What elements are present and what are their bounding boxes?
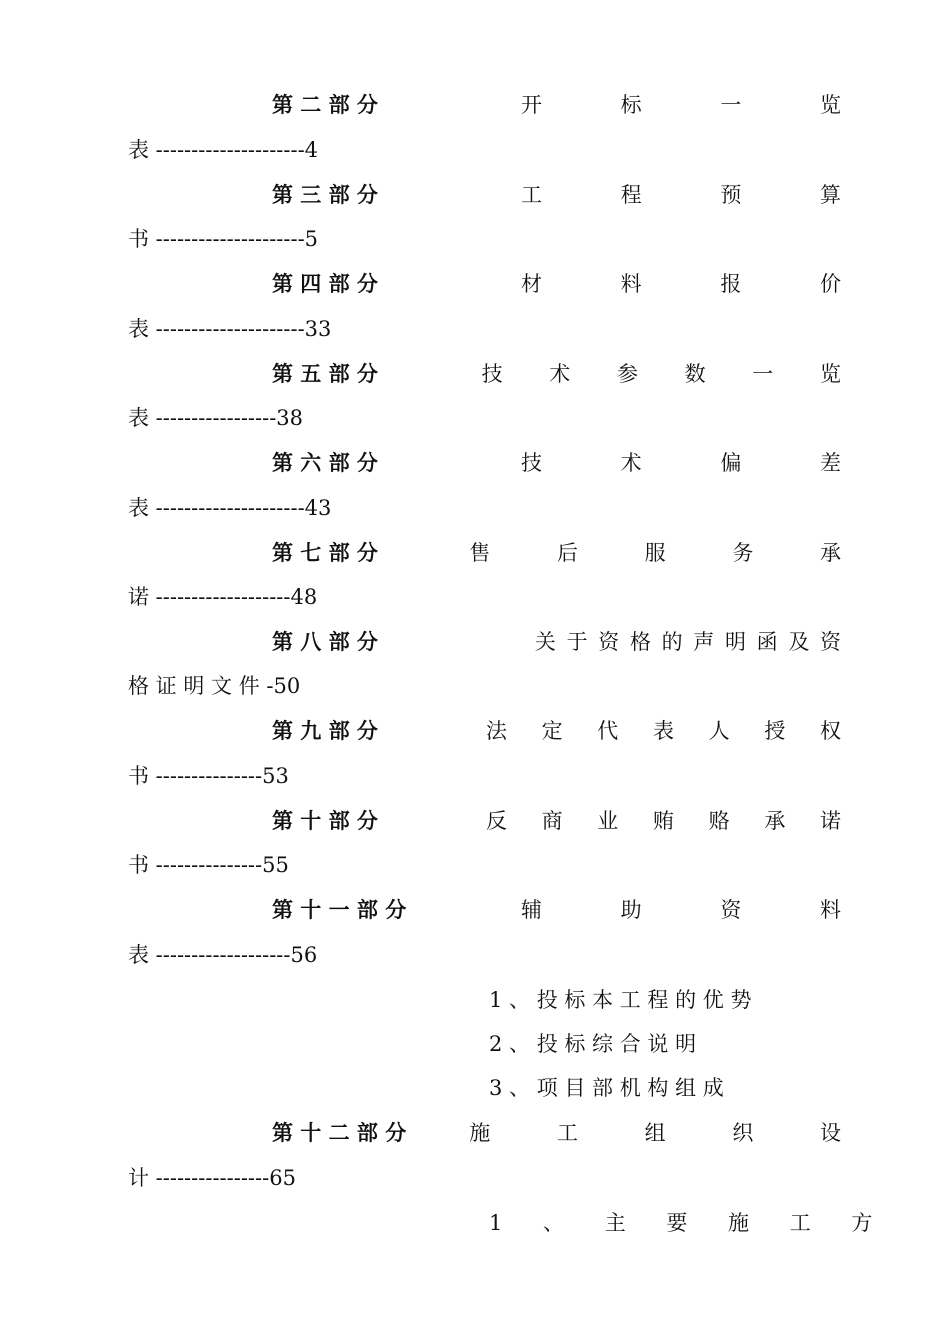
sub-item: 2 、 投 标 综 合 说 明 bbox=[489, 1032, 697, 1056]
part-title: 开 标 一 览 bbox=[520, 93, 877, 117]
part-label: 第 十 部 分 bbox=[272, 809, 378, 833]
toc-heading bbox=[272, 1117, 871, 1149]
toc-heading bbox=[272, 894, 877, 926]
part-title: 工 程 预 算 bbox=[520, 183, 877, 207]
toc-heading bbox=[272, 358, 861, 390]
part-label: 第 三 部 分 bbox=[272, 183, 378, 207]
toc-continuation: 书 ---------------53 bbox=[128, 764, 289, 788]
part-title: 反 商 业 贿 赂 承 诺 bbox=[485, 809, 855, 833]
part-label: 第 十 一 部 分 bbox=[272, 898, 407, 922]
toc-continuation: 书 ---------------------5 bbox=[128, 227, 319, 251]
toc-heading bbox=[272, 537, 871, 569]
toc-continuation: 计 ----------------65 bbox=[128, 1166, 296, 1190]
toc-heading bbox=[272, 626, 841, 658]
toc-continuation: 诺 -------------------48 bbox=[128, 585, 318, 609]
toc-heading bbox=[272, 805, 855, 837]
toc-continuation: 表 ---------------------33 bbox=[128, 317, 332, 341]
part-title: 辅 助 资 料 bbox=[520, 898, 877, 922]
toc-continuation: 书 ---------------55 bbox=[128, 853, 289, 877]
part-label: 第 六 部 分 bbox=[272, 451, 378, 475]
part-label: 第 四 部 分 bbox=[272, 272, 378, 296]
part-title: 施 工 组 织 设 bbox=[469, 1121, 871, 1145]
sub-item: 1 、 投 标 本 工 程 的 优 势 bbox=[489, 988, 752, 1012]
part-label: 第 九 部 分 bbox=[272, 719, 378, 743]
toc-heading bbox=[272, 447, 877, 479]
toc-continuation: 表 ---------------------4 bbox=[128, 138, 319, 162]
part-label: 第 十 二 部 分 bbox=[272, 1121, 407, 1145]
toc-continuation: 格 证 明 文 件 -50 bbox=[128, 674, 301, 698]
part-title: 技 术 偏 差 bbox=[520, 451, 877, 475]
part-label: 第 五 部 分 bbox=[272, 362, 378, 386]
sub-item: 1 、 主 要 施 工 方 bbox=[489, 1211, 890, 1235]
toc-heading bbox=[272, 179, 877, 211]
part-title: 售 后 服 务 承 bbox=[469, 541, 871, 565]
toc-heading bbox=[272, 89, 877, 121]
toc-continuation: 表 ---------------------43 bbox=[128, 496, 332, 520]
part-title: 技 术 参 数 一 览 bbox=[481, 362, 861, 386]
toc-continuation: 表 -------------------56 bbox=[128, 943, 318, 967]
part-label: 第 七 部 分 bbox=[272, 541, 378, 565]
sub-item: 3 、 项 目 部 机 构 组 成 bbox=[489, 1076, 724, 1100]
part-label: 第 二 部 分 bbox=[272, 93, 378, 117]
toc-continuation: 表 -----------------38 bbox=[128, 406, 304, 430]
part-title: 材 料 报 价 bbox=[520, 272, 877, 296]
part-label: 第 八 部 分 bbox=[272, 630, 378, 654]
part-title: 关 于 资 格 的 声 明 函 及 资 bbox=[534, 630, 843, 654]
toc-heading bbox=[272, 715, 855, 747]
part-title: 法 定 代 表 人 授 权 bbox=[485, 719, 855, 743]
toc-heading bbox=[272, 268, 877, 300]
